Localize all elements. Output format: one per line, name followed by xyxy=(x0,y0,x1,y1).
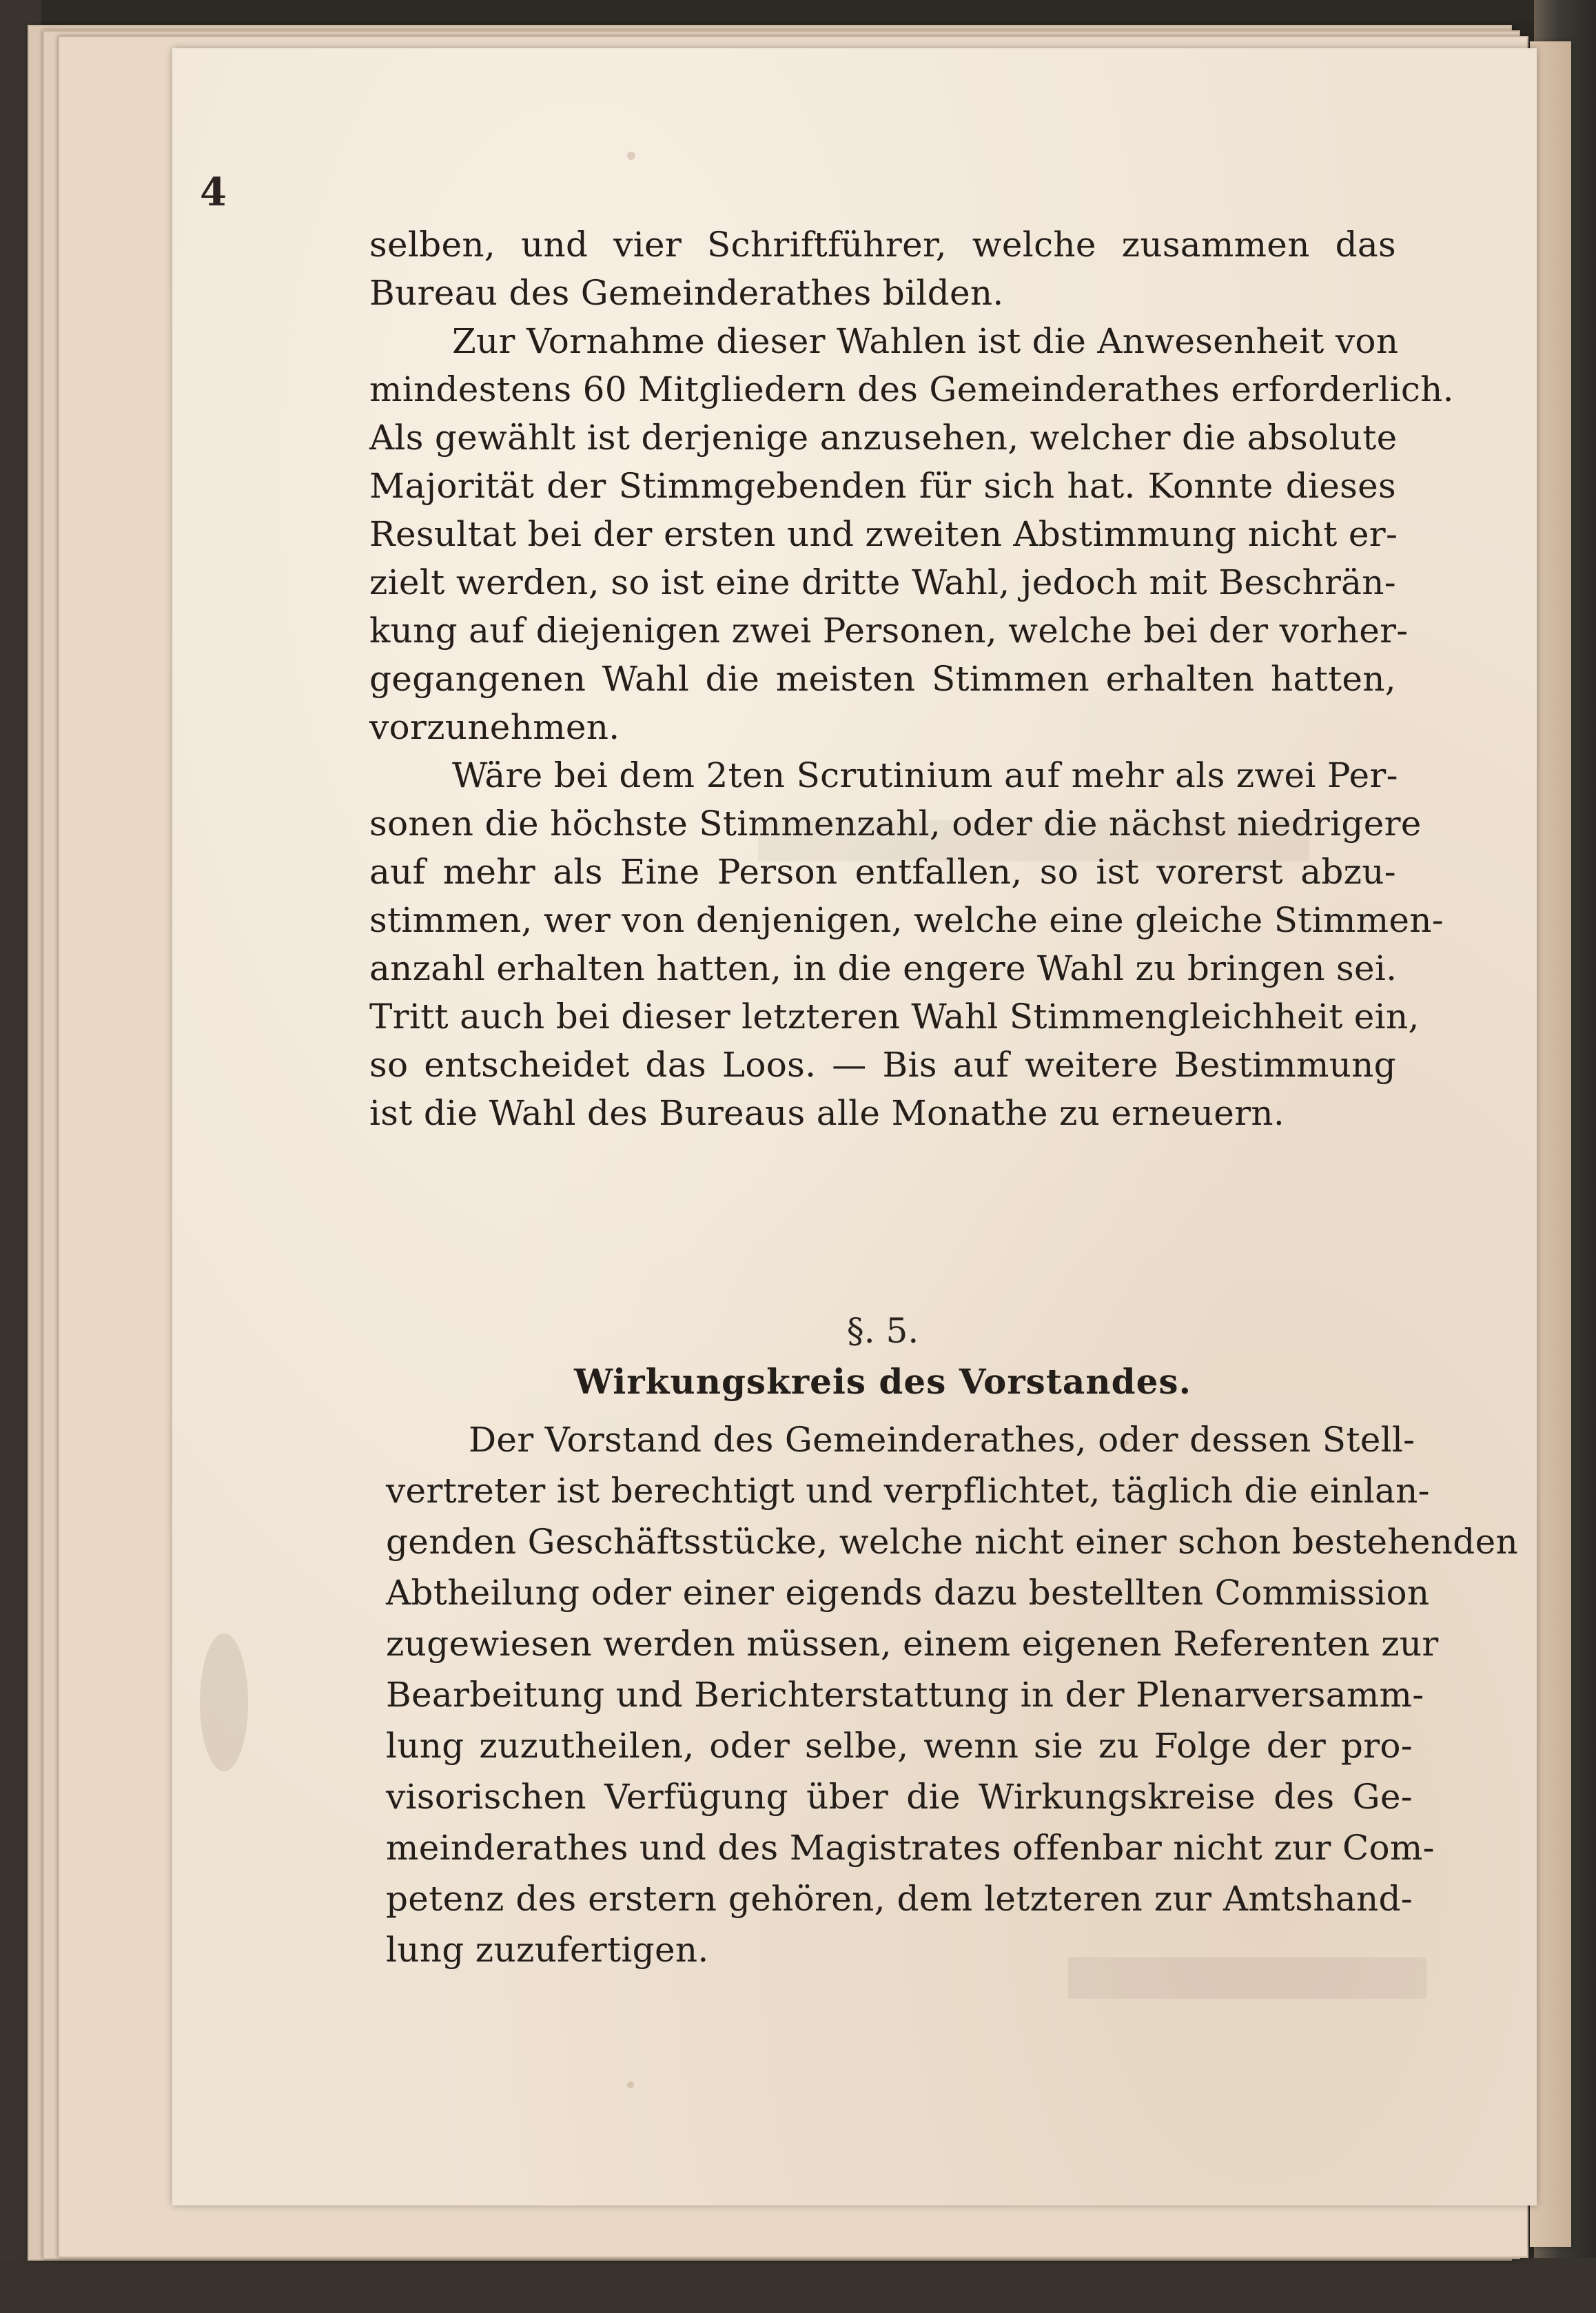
text-line: anzahl erhalten hatten, in die engere Wahl zu bringen sei. xyxy=(369,948,1398,988)
text-line: mindestens 60 Mitgliedern des Gemeinderathes erforderlich. xyxy=(369,369,1454,409)
text-line: stimmen, wer von denjenigen, welche eine gleiche Stimmen- xyxy=(369,900,1444,940)
text-line: zielt werden, so ist eine dritte Wahl, jedoch mit Beschrän- xyxy=(369,562,1396,602)
text-line: petenz des erstern gehören, dem letzteren zur Amtshand- xyxy=(386,1879,1413,1919)
text-line: lung zuzutheilen, oder selbe, wenn sie zu Folge der pro- xyxy=(386,1726,1413,1766)
text-line: so entscheidet das Loos. — Bis auf weitere Bestimmung xyxy=(369,1045,1396,1085)
background-top xyxy=(0,0,1596,21)
text-line: selben, und vier Schriftführer, welche zusammen das xyxy=(369,225,1396,265)
background-bottom xyxy=(0,2258,1596,2313)
text-line: ist die Wahl des Bureaus alle Monathe zu erneuern. xyxy=(369,1093,1285,1133)
text-line: Zur Vornahme dieser Wahlen ist die Anwesenheit von xyxy=(452,321,1399,361)
text-line: Resultat bei der ersten und zweiten Abstimmung nicht er- xyxy=(369,514,1398,554)
text-line: lung zuzufertigen. xyxy=(386,1930,709,1970)
text-line: Der Vorstand des Gemeinderathes, oder dessen Stell- xyxy=(469,1420,1415,1460)
text-line: Wäre bei dem 2ten Scrutinium auf mehr als zwei Per- xyxy=(452,755,1398,795)
paper-stain xyxy=(627,152,635,160)
paper-stain xyxy=(200,1633,248,1771)
text-line: genden Geschäftsstücke, welche nicht einer schon bestehenden xyxy=(386,1522,1518,1562)
text-line: Tritt auch bei dieser letzteren Wahl Stimmengleichheit ein, xyxy=(369,997,1420,1037)
text-line: gegangenen Wahl die meisten Stimmen erhalten hatten, xyxy=(369,659,1396,699)
text-line: kung auf diejenigen zwei Personen, welche bei der vorher- xyxy=(369,611,1409,651)
text-line: Bureau des Gemeinderathes bilden. xyxy=(369,273,1004,313)
text-line: Abtheilung oder einer eigends dazu bestellten Commission xyxy=(386,1573,1430,1613)
text-line: auf mehr als Eine Person entfallen, so ist vorerst abzu- xyxy=(369,852,1396,892)
body-text-top xyxy=(369,221,1454,1137)
text-line: meinderathes und des Magistrates offenbar nicht zur Com- xyxy=(386,1828,1435,1868)
text-line: Bearbeitung und Berichterstattung in der Plenarversamm- xyxy=(386,1675,1424,1715)
text-line: sonen die höchste Stimmenzahl, oder die nächst niedrigere xyxy=(369,804,1422,844)
paper-stain xyxy=(627,2081,634,2088)
text-line: visorischen Verfügung über die Wirkungskreise des Ge- xyxy=(386,1777,1413,1817)
text-line: Majorität der Stimmgebenden für sich hat. Konnte dieses xyxy=(369,466,1396,506)
text-line: vorzunehmen. xyxy=(369,707,620,747)
text-line: vertreter ist berechtigt und verpflichtet, täglich die einlan- xyxy=(386,1471,1430,1511)
page-number: 4 xyxy=(200,170,227,215)
body-text-bottom xyxy=(386,1414,1518,1975)
text-line: zugewiesen werden müssen, einem eigenen Referenten zur xyxy=(386,1624,1439,1664)
section-number: §. 5. xyxy=(846,1311,919,1351)
text-line: Als gewählt ist derjenige anzusehen, welcher die absolute xyxy=(369,418,1398,458)
section-title: Wirkungskreis des Vorstandes. xyxy=(574,1361,1191,1402)
